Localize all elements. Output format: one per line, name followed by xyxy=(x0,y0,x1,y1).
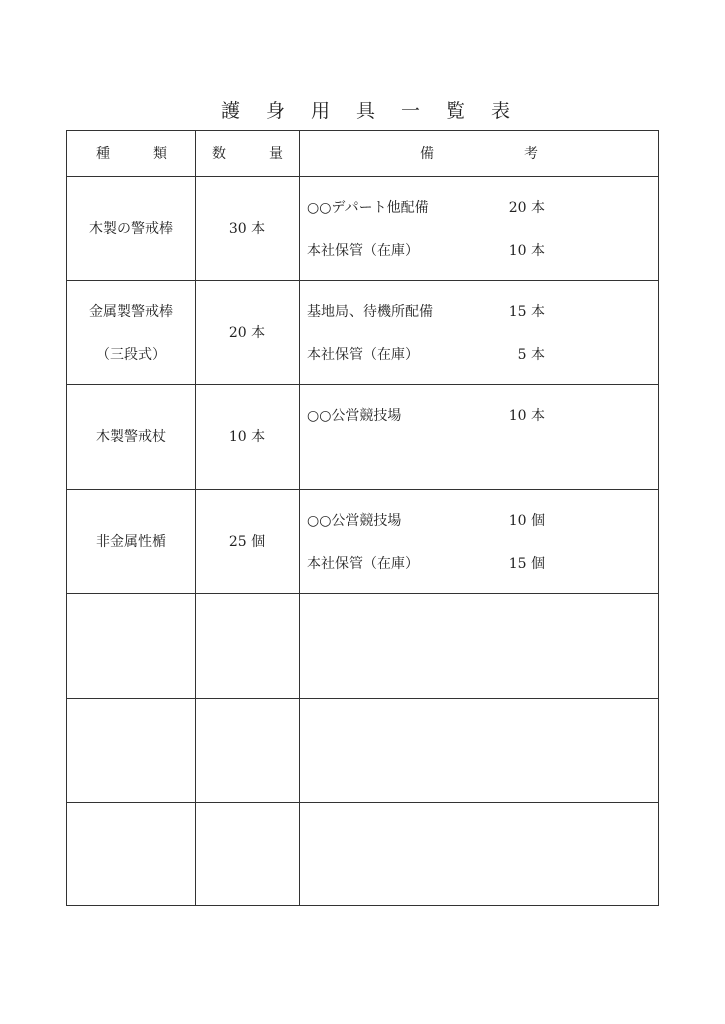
title-char: 覧 xyxy=(446,100,466,122)
row-type: 金属製警戒棒 xyxy=(89,304,173,320)
title-char: 表 xyxy=(491,100,511,122)
remark-count: 10 個 xyxy=(508,513,545,529)
title-char: 一 xyxy=(401,100,421,122)
remark-count: 20 本 xyxy=(508,200,545,216)
row-quantity: 30 本 xyxy=(228,221,266,237)
row-quantity: 20 本 xyxy=(228,325,266,341)
remark-count: 15 個 xyxy=(508,556,545,572)
remark-place: ○○デパート他配備 xyxy=(307,200,429,216)
remark-count: 5 本 xyxy=(517,347,545,363)
row-divider xyxy=(67,176,658,177)
header-quantity-char: 数 xyxy=(212,146,226,162)
remark-place: ○○公営競技場 xyxy=(307,513,402,529)
remark-place: 基地局、待機所配備 xyxy=(307,304,433,320)
remark-count: 15 本 xyxy=(508,304,545,320)
remark-place: 本社保管（在庫） xyxy=(307,347,419,363)
header-type-char: 類 xyxy=(153,146,167,162)
remark-place: 本社保管（在庫） xyxy=(307,243,419,259)
empty-row xyxy=(67,699,658,802)
title-char: 身 xyxy=(265,100,285,122)
row-divider xyxy=(67,280,658,281)
equipment-table xyxy=(66,130,659,906)
empty-row xyxy=(67,594,658,698)
remark-count: 10 本 xyxy=(508,243,545,259)
row-divider xyxy=(67,384,658,385)
title-char: 具 xyxy=(355,100,375,122)
row-quantity: 25 個 xyxy=(228,534,266,550)
row-type: 非金属性楯 xyxy=(96,534,166,550)
remark-count: 10 本 xyxy=(508,408,545,424)
header-type-char: 種 xyxy=(96,146,110,162)
row-type-sub: （三段式） xyxy=(96,347,166,363)
row-type: 木製警戒杖 xyxy=(96,429,166,445)
title-char: 護 xyxy=(220,100,240,122)
remark-place: 本社保管（在庫） xyxy=(307,556,419,572)
row-divider xyxy=(67,489,658,490)
empty-row xyxy=(67,803,658,906)
document-title xyxy=(0,96,725,126)
row-quantity: 10 本 xyxy=(228,429,266,445)
title-char: 用 xyxy=(310,100,330,122)
row-type: 木製の警戒棒 xyxy=(89,221,173,237)
header-remarks-char: 考 xyxy=(524,146,538,162)
header-remarks-char: 備 xyxy=(420,146,434,162)
header-quantity-char: 量 xyxy=(269,146,283,162)
remark-place: ○○公営競技場 xyxy=(307,408,402,424)
